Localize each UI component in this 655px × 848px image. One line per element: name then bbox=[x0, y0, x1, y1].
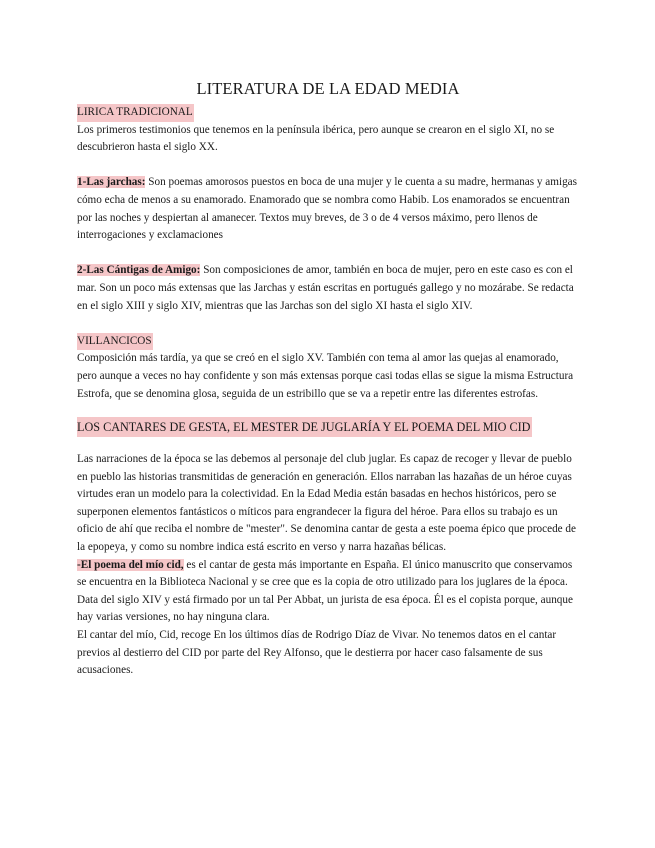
page-title: LITERATURA DE LA EDAD MEDIA bbox=[196, 79, 460, 98]
jarchas-label: 1-Las jarchas: bbox=[77, 176, 146, 189]
section-villancicos bbox=[77, 333, 579, 351]
villancicos-heading: VILLANCICOS bbox=[77, 333, 153, 351]
villancicos-text: Composición más tardía, ya que se creó en el siglo XV. También con tema al amor las quejas al enamorado, pero aunque a veces no hay confidente y son más extensas porque casi todas ellas se sigue la misma Estructura Estrofa, que se denomina glosa, seguida de un estribillo que se va a repetir entre las diferentes estrofas. bbox=[77, 352, 574, 400]
spacer bbox=[77, 245, 579, 263]
cantigas-paragraph bbox=[77, 262, 579, 315]
lirica-heading: LIRICA TRADICIONAL bbox=[77, 104, 194, 122]
spacer bbox=[77, 315, 579, 333]
cantares-paragraph-1: Las narraciones de la época se las debemos al personaje del club juglar. Es capaz de recoger y llevar de pueblo en pueblo las historias transmitidas de generación en generación. Ellos narraban las hazañas de un héroe cuyas virtudes eran un modelo para la colectividad. En la Edad Media están basadas en hechos históricos, pero se superponen elementos fantásticos o míticos para engrandecer la figura del héroe. Para ellos su trabajo es un oficio de ahí que reciba el nombre de "mester". Se denomina cantar de gesta a este poema épico que procede de la epopeya, y como su nombre indica está escrito en verso y narra hazañas bélicas. bbox=[77, 453, 576, 554]
lirica-intro: Los primeros testimonios que tenemos en la península ibérica, pero aunque se crearon en el siglo XI, no se descubrieron hasta el siglo XX. bbox=[77, 123, 555, 154]
cantigas-text: Son composiciones de amor, también en boca de mujer, pero en este caso es con el mar. Son un poco más extensas que las Jarchas y están escritas en portugués gallego y no mozárabe. Se redacta en el siglo XIII y siglo XIV, mientras que las Jarchas son del siglo XI hasta el siglo XIV. bbox=[77, 264, 574, 312]
jarchas-text: Son poemas amorosos puestos en boca de una mujer y le cuenta a su madre, hermanas y amigas cómo echa de menos a su enamorado. Enamorado que se nombra como Habib. Los enamorados se encuentran por las noches y despiertan al amanecer. Textos muy breves, de 3 o de 4 versos máximo, pero llenos de interrogaciones y exclamaciones bbox=[77, 176, 577, 242]
cantares-paragraph-3: El cantar del mío, Cid, recoge En los últimos días de Rodrigo Díaz de Vivar. No tenemos datos en el cantar previos al destierro del CID por parte del Rey Alfonso, que le destierra por hacer caso falsamente de sus acusaciones. bbox=[77, 629, 557, 677]
document-page bbox=[77, 78, 579, 680]
jarchas-paragraph bbox=[77, 174, 579, 244]
section-cantares bbox=[77, 417, 579, 437]
spacer bbox=[77, 437, 579, 451]
poema-label: -El poema del mío cid, bbox=[77, 558, 184, 571]
spacer bbox=[77, 403, 579, 413]
cantigas-label: 2-Las Cántigas de Amigo: bbox=[77, 264, 201, 277]
cantares-heading: LOS CANTARES DE GESTA, EL MESTER DE JUGLARÍA Y EL POEMA DEL MIO CID bbox=[77, 417, 532, 437]
section-lirica bbox=[77, 104, 579, 122]
spacer bbox=[77, 157, 579, 175]
poema-paragraph bbox=[77, 557, 579, 627]
poema-text: es el cantar de gesta más importante en España. El único manuscrito que conservamos se encuentra en la Biblioteca Nacional y se cree que es la copia de otro utilizado para los juglares de la época. Data del siglo XIV y está firmado por un tal Per Abbat, un jurista de esa época. Él es el copista porque, aunque hay varias versiones, no hay ninguna clara. bbox=[77, 558, 573, 624]
